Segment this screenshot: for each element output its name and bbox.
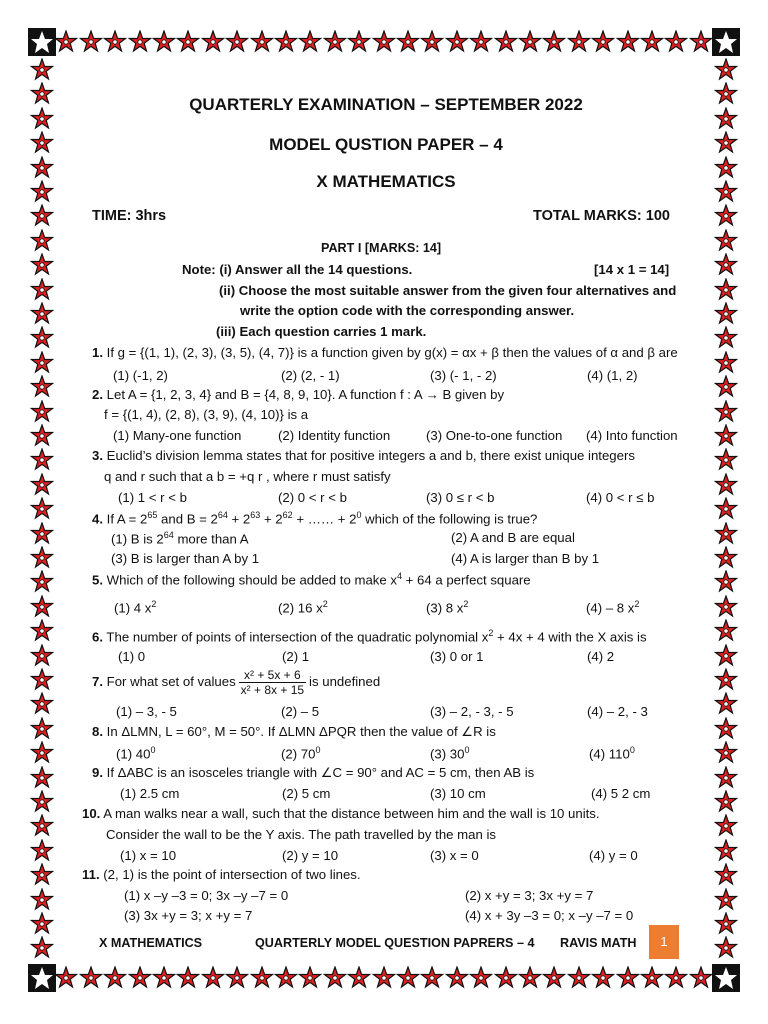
- border-star-icon: [103, 966, 127, 990]
- border-star-icon: [30, 473, 54, 497]
- q7-option-3: (3) – 2, - 3, - 5: [430, 704, 514, 719]
- border-star-icon: [298, 30, 322, 54]
- question-1: 1. If g = {(1, 1), (2, 3), (3, 5), (4, 7)} is a function given by g(x) = αx + β then the values of α and β are: [92, 345, 678, 360]
- corner-star-icon: [28, 964, 56, 992]
- q3-option-2: (2) 0 < r < b: [278, 490, 347, 505]
- q8-option-2: (2) $70^0$: [281, 745, 321, 762]
- border-star-icon: [372, 966, 396, 990]
- border-star-icon: [201, 966, 225, 990]
- border-star-icon: [30, 644, 54, 668]
- border-star-icon: [30, 375, 54, 399]
- border-top: [28, 28, 740, 56]
- border-star-icon: [714, 595, 738, 619]
- border-star-icon: [714, 131, 738, 155]
- q4-option-4: (4) A is larger than B by 1: [451, 551, 600, 566]
- question-9: 9. If ΔABC is an isosceles triangle with ∠C = 90° and AC = 5 cm, then AB is: [92, 765, 535, 780]
- q5-option-4: (4) – 8 $x^2$: [586, 599, 640, 616]
- border-star-icon: [714, 912, 738, 936]
- q10-option-1: (1) x = 10: [120, 848, 177, 863]
- border-star-icon: [714, 741, 738, 765]
- border-star-icon: [616, 30, 640, 54]
- q11-option-4: (4) x + 3y –3 = 0; x –y –7 = 0: [465, 908, 634, 923]
- border-star-icon: [250, 966, 274, 990]
- border-star-icon: [714, 351, 738, 375]
- border-star-icon: [54, 30, 78, 54]
- border-star-icon: [714, 790, 738, 814]
- border-star-icon: [714, 497, 738, 521]
- border-star-icon: [347, 966, 371, 990]
- border-star-icon: [323, 30, 347, 54]
- question-8: 8. In ΔLMN, L = 60°, M = 50°. If ΔLMN ΔPQR then the value of ∠R is: [92, 724, 496, 739]
- q6-option-3: (3) 0 or 1: [430, 649, 484, 664]
- q7-option-4: (4) – 2, - 3: [587, 704, 648, 719]
- question-6: 6. The number of points of intersection of the quadratic polynomial $x^2 + 4x + 4$ with the X axis is: [92, 628, 647, 645]
- border-star-icon: [30, 692, 54, 716]
- border-star-icon: [714, 58, 738, 82]
- border-star-icon: [30, 619, 54, 643]
- border-star-icon: [494, 30, 518, 54]
- q1-option-3: (3) (- 1, - 2): [430, 368, 497, 383]
- note-3: (iii) Each question carries 1 mark.: [216, 324, 427, 339]
- q9-option-1: (1) 2.5 cm: [120, 786, 180, 801]
- q4-option-2: (2) A and B are equal: [451, 530, 575, 545]
- part-title: PART I [MARKS: 14]: [321, 241, 442, 255]
- border-star-icon: [30, 863, 54, 887]
- border-star-icon: [420, 966, 444, 990]
- border-star-icon: [714, 82, 738, 106]
- border-star-icon: [30, 595, 54, 619]
- border-star-icon: [372, 30, 396, 54]
- exam-title: QUARTERLY EXAMINATION – SEPTEMBER 2022: [189, 95, 583, 114]
- border-star-icon: [714, 619, 738, 643]
- border-star-icon: [714, 180, 738, 204]
- border-star-icon: [30, 58, 54, 82]
- q5-option-3: (3) 8 $x^2$: [426, 599, 469, 616]
- border-star-icon: [30, 668, 54, 692]
- border-star-icon: [30, 839, 54, 863]
- border-star-icon: [714, 570, 738, 594]
- border-star-icon: [714, 863, 738, 887]
- border-star-icon: [469, 30, 493, 54]
- border-star-icon: [714, 424, 738, 448]
- border-star-icon: [30, 351, 54, 375]
- border-star-icon: [714, 156, 738, 180]
- q8-option-1: (1) $40^0$: [116, 745, 156, 762]
- border-star-icon: [396, 966, 420, 990]
- question-2: 2. Let A = {1, 2, 3, 4} and B = {4, 8, 9, 10}. A function f : A → B given by: [92, 387, 505, 402]
- question-11: 11. (2, 1) is the point of intersection of two lines.: [82, 867, 361, 882]
- q3-option-1: (1) 1 < r < b: [118, 490, 187, 505]
- footer-author: RAVIS MATH: [560, 936, 637, 950]
- note-2b: write the option code with the corresponding answer.: [240, 303, 575, 318]
- border-star-icon: [30, 546, 54, 570]
- q4-option-3: (3) B is larger than A by 1: [111, 551, 260, 566]
- border-star-icon: [714, 766, 738, 790]
- q1-option-1: (1) (-1, 2): [113, 368, 168, 383]
- border-star-icon: [30, 278, 54, 302]
- border-star-icon: [225, 966, 249, 990]
- border-star-icon: [30, 522, 54, 546]
- border-star-icon: [445, 30, 469, 54]
- border-star-icon: [30, 766, 54, 790]
- q10-option-2: (2) y = 10: [282, 848, 339, 863]
- q8-option-3: (3) $30^0$: [430, 745, 470, 762]
- footer-subject: X MATHEMATICS: [99, 936, 203, 950]
- border-star-icon: [714, 522, 738, 546]
- border-star-icon: [30, 741, 54, 765]
- corner-star-icon: [712, 28, 740, 56]
- border-star-icon: [616, 966, 640, 990]
- q1-option-2: (2) (2, - 1): [281, 368, 340, 383]
- border-star-icon: [714, 229, 738, 253]
- border-star-icon: [714, 839, 738, 863]
- border-star-icon: [128, 30, 152, 54]
- question-3-line-2: q and r such that a b = +q r , where r must satisfy: [104, 469, 391, 484]
- q10-option-4: (4) y = 0: [589, 848, 638, 863]
- note-1: Note: (i) Answer all the 14 questions.: [182, 262, 413, 277]
- border-star-icon: [30, 204, 54, 228]
- border-star-icon: [274, 966, 298, 990]
- border-star-icon: [714, 400, 738, 424]
- border-star-icon: [30, 229, 54, 253]
- note-2a: (ii) Choose the most suitable answer from the given four alternatives and: [219, 283, 677, 298]
- border-star-icon: [714, 473, 738, 497]
- q8-option-4: (4) $110^0$: [589, 745, 635, 762]
- border-star-icon: [274, 30, 298, 54]
- border-star-icon: [640, 966, 664, 990]
- border-star-icon: [30, 717, 54, 741]
- border-star-icon: [396, 30, 420, 54]
- border-star-icon: [714, 668, 738, 692]
- border-star-icon: [445, 966, 469, 990]
- border-star-icon: [79, 966, 103, 990]
- border-right: [712, 56, 740, 964]
- border-star-icon: [714, 253, 738, 277]
- border-star-icon: [30, 180, 54, 204]
- border-star-icon: [30, 253, 54, 277]
- question-3: 3. Euclid’s division lemma states that for positive integers a and b, there exist unique integers: [92, 448, 635, 463]
- q11-option-1: (1) x –y –3 = 0; 3x –y –7 = 0: [124, 888, 289, 903]
- q9-option-4: (4) 5 2 cm: [591, 786, 651, 801]
- border-star-icon: [714, 717, 738, 741]
- border-star-icon: [79, 30, 103, 54]
- border-star-icon: [323, 966, 347, 990]
- border-star-icon: [201, 30, 225, 54]
- question-10: 10. A man walks near a wall, such that the distance between him and the wall is 10 units.: [82, 806, 600, 821]
- border-star-icon: [714, 204, 738, 228]
- border-star-icon: [714, 546, 738, 570]
- border-star-icon: [176, 966, 200, 990]
- border-star-icon: [152, 966, 176, 990]
- border-star-icon: [152, 30, 176, 54]
- border-star-icon: [494, 966, 518, 990]
- question-2-line-2: f = {(1, 4), (2, 8), (3, 9), (4, 10)} is a: [104, 407, 309, 422]
- border-left: [28, 56, 56, 964]
- border-star-icon: [714, 107, 738, 131]
- border-star-icon: [640, 30, 664, 54]
- q2-option-2: (2) Identity function: [278, 428, 391, 443]
- border-star-icon: [567, 30, 591, 54]
- border-star-icon: [542, 30, 566, 54]
- border-star-icon: [714, 936, 738, 960]
- corner-star-icon: [28, 28, 56, 56]
- q9-option-2: (2) 5 cm: [282, 786, 331, 801]
- q7-option-1: (1) – 3, - 5: [116, 704, 177, 719]
- q6-option-2: (2) 1: [282, 649, 310, 664]
- border-star-icon: [54, 966, 78, 990]
- question-4: 4. If $A = 2^{65}$ and $B = 2^{64} + 2^{63} + 2^{62}$ + …… + $2^0$ which of the following is true?: [92, 510, 538, 527]
- border-star-icon: [30, 570, 54, 594]
- border-star-icon: [714, 888, 738, 912]
- border-star-icon: [30, 400, 54, 424]
- border-star-icon: [714, 692, 738, 716]
- q6-option-1: (1) 0: [118, 649, 146, 664]
- border-star-icon: [30, 936, 54, 960]
- border-star-icon: [30, 82, 54, 106]
- q4-option-1: (1) B is $2^{64}$ more than A: [111, 530, 249, 547]
- q11-option-3: (3) 3x +y = 3; x +y = 7: [124, 908, 253, 923]
- q6-option-4: (4) 2: [587, 649, 615, 664]
- total-marks-label: TOTAL MARKS: 100: [533, 208, 670, 224]
- border-star-icon: [714, 302, 738, 326]
- border-star-icon: [567, 966, 591, 990]
- q10-option-3: (3) x = 0: [430, 848, 479, 863]
- border-star-icon: [30, 790, 54, 814]
- border-star-icon: [591, 966, 615, 990]
- time-label: TIME: 3hrs: [92, 208, 167, 224]
- border-star-icon: [298, 966, 322, 990]
- footer-series: QUARTERLY MODEL QUESTION PAPRERS – 4: [255, 936, 535, 950]
- border-star-icon: [518, 30, 542, 54]
- q2-option-4: (4) Into function: [586, 428, 678, 443]
- q5-option-2: (2) 16 $x^2$: [278, 599, 328, 616]
- border-star-icon: [30, 131, 54, 155]
- border-star-icon: [689, 30, 713, 54]
- border-star-icon: [250, 30, 274, 54]
- q11-option-2: (2) x +y = 3; 3x +y = 7: [465, 888, 594, 903]
- question-10-line-2: Consider the wall to be the Y axis. The path travelled by the man is: [106, 827, 496, 842]
- border-star-icon: [30, 814, 54, 838]
- border-star-icon: [542, 966, 566, 990]
- border-star-icon: [30, 156, 54, 180]
- border-star-icon: [714, 375, 738, 399]
- border-star-icon: [714, 814, 738, 838]
- border-star-icon: [30, 912, 54, 936]
- border-star-icon: [518, 966, 542, 990]
- q5-option-1: (1) 4 $x^2$: [114, 599, 157, 616]
- q7-option-2: (2) – 5: [281, 704, 320, 719]
- corner-star-icon: [712, 964, 740, 992]
- page-number-badge: 1: [649, 925, 679, 959]
- border-star-icon: [347, 30, 371, 54]
- question-5: 5. Which of the following should be added to make $x^4 + 64$ a perfect square: [92, 571, 531, 588]
- question-7: 7. For what set of values $\frac{\text{x² + 5x + 6}}{\text{x² + 8x + 15}}$ is undefined: [92, 668, 381, 697]
- border-star-icon: [30, 326, 54, 350]
- q1-option-4: (4) (1, 2): [587, 368, 638, 383]
- border-star-icon: [30, 448, 54, 472]
- paper-subtitle: MODEL QUSTION PAPER – 4: [269, 135, 503, 154]
- border-star-icon: [128, 966, 152, 990]
- fraction-expression: $\frac{\text{x² + 5x + 6}}{\text{x² + 8x + 15}}$: [240, 668, 305, 697]
- border-star-icon: [30, 107, 54, 131]
- border-star-icon: [225, 30, 249, 54]
- border-star-icon: [30, 888, 54, 912]
- border-star-icon: [30, 302, 54, 326]
- border-star-icon: [714, 326, 738, 350]
- q2-option-1: (1) Many-one function: [113, 428, 242, 443]
- border-star-icon: [469, 966, 493, 990]
- border-star-icon: [714, 448, 738, 472]
- border-bottom: [28, 964, 740, 992]
- border-star-icon: [420, 30, 444, 54]
- border-star-icon: [103, 30, 127, 54]
- border-star-icon: [176, 30, 200, 54]
- border-star-icon: [30, 424, 54, 448]
- border-star-icon: [664, 30, 688, 54]
- q9-option-3: (3) 10 cm: [430, 786, 486, 801]
- marks-scheme: [14 x 1 = 14]: [594, 262, 670, 277]
- border-star-icon: [689, 966, 713, 990]
- q3-option-4: (4) 0 < r ≤ b: [586, 490, 655, 505]
- subject-title: X MATHEMATICS: [316, 172, 456, 191]
- border-star-icon: [714, 278, 738, 302]
- border-star-icon: [664, 966, 688, 990]
- border-star-icon: [714, 644, 738, 668]
- border-star-icon: [30, 497, 54, 521]
- q2-option-3: (3) One-to-one function: [426, 428, 563, 443]
- q3-option-3: (3) 0 ≤ r < b: [426, 490, 495, 505]
- border-star-icon: [591, 30, 615, 54]
